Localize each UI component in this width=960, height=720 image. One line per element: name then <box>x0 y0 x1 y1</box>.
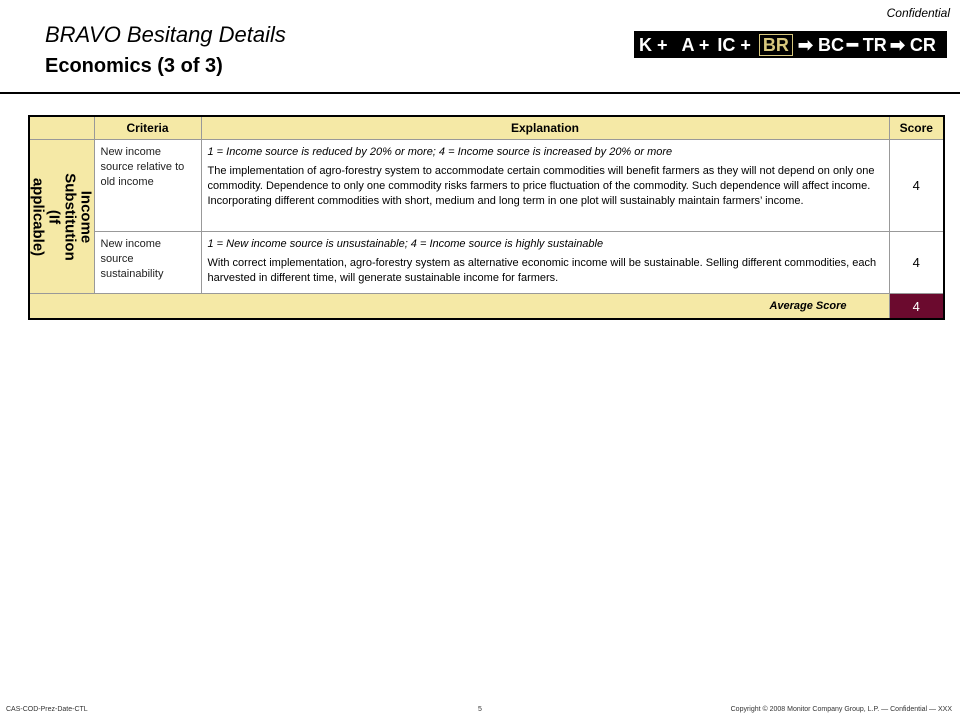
rubric-text: 1 = New income source is unsustainable; 4 = Income source is highly sustainable <box>207 238 604 250</box>
table-row <box>29 232 944 294</box>
column-header-criteria: Criteria <box>94 116 201 140</box>
column-header-score: Score <box>889 116 944 140</box>
header-divider <box>0 92 960 94</box>
banner-item-tr: ━ TR <box>846 34 887 55</box>
footer-page-number: 5 <box>478 706 482 713</box>
explanation-text: The implementation of agro-forestry system to accommodate certain commodities will benefit farmers as they will not depend on only one commodity. Dependence to only one commodity risks farmers to price fluctuation of the commodity. Such dependence will affect income. Incorporating different commodities with short, medium and long term in one plot will sustainably maintain farmers’ income. <box>207 165 875 207</box>
table-row <box>29 140 944 232</box>
banner-item-bc: ➡ BC <box>797 34 844 55</box>
banner-item-ic: IC + <box>717 34 751 55</box>
score-cell: 4 <box>889 232 944 294</box>
explanation-cell <box>201 232 889 294</box>
page-subtitle: Economics (3 of 3) <box>45 55 223 77</box>
column-header-explanation: Explanation <box>201 116 889 140</box>
average-score-value: 4 <box>889 294 944 320</box>
row-group-label: Income Substitution (If applicable) <box>29 172 95 261</box>
confidential-label: Confidential <box>886 6 950 20</box>
page-title: BRAVO Besitang Details <box>45 22 286 47</box>
score-cell: 4 <box>889 140 944 232</box>
explanation-cell <box>201 140 889 232</box>
banner-item-k: K + <box>639 34 668 55</box>
explanation-text: With correct implementation, agro-forestry system as alternative economic income will be sustainable. Selling different commodities, each harvested in different time, will generate sustainable income for farmers. <box>207 257 877 284</box>
banner-item-br: BR <box>759 34 793 56</box>
row-group-header <box>29 140 94 294</box>
banner-item-cr: ➡ CR <box>889 34 936 55</box>
process-banner <box>634 31 947 58</box>
footer-doc-id: CAS-COD-Prez-Date-CTL <box>6 706 88 713</box>
criteria-cell: New income source sustainability <box>94 232 201 294</box>
criteria-cell: New income source relative to old income <box>94 140 201 232</box>
banner-item-a: A + <box>681 34 710 55</box>
corner-cell <box>29 116 94 140</box>
table-header-row <box>29 116 944 140</box>
average-row <box>29 294 944 320</box>
average-score-label: Average Score <box>29 294 889 320</box>
criteria-table <box>28 115 945 320</box>
footer-copyright: Copyright © 2008 Monitor Company Group, L.P. — Confidential — XXX <box>730 706 952 713</box>
rubric-text: 1 = Income source is reduced by 20% or more; 4 = Income source is increased by 20% or more <box>207 146 673 158</box>
